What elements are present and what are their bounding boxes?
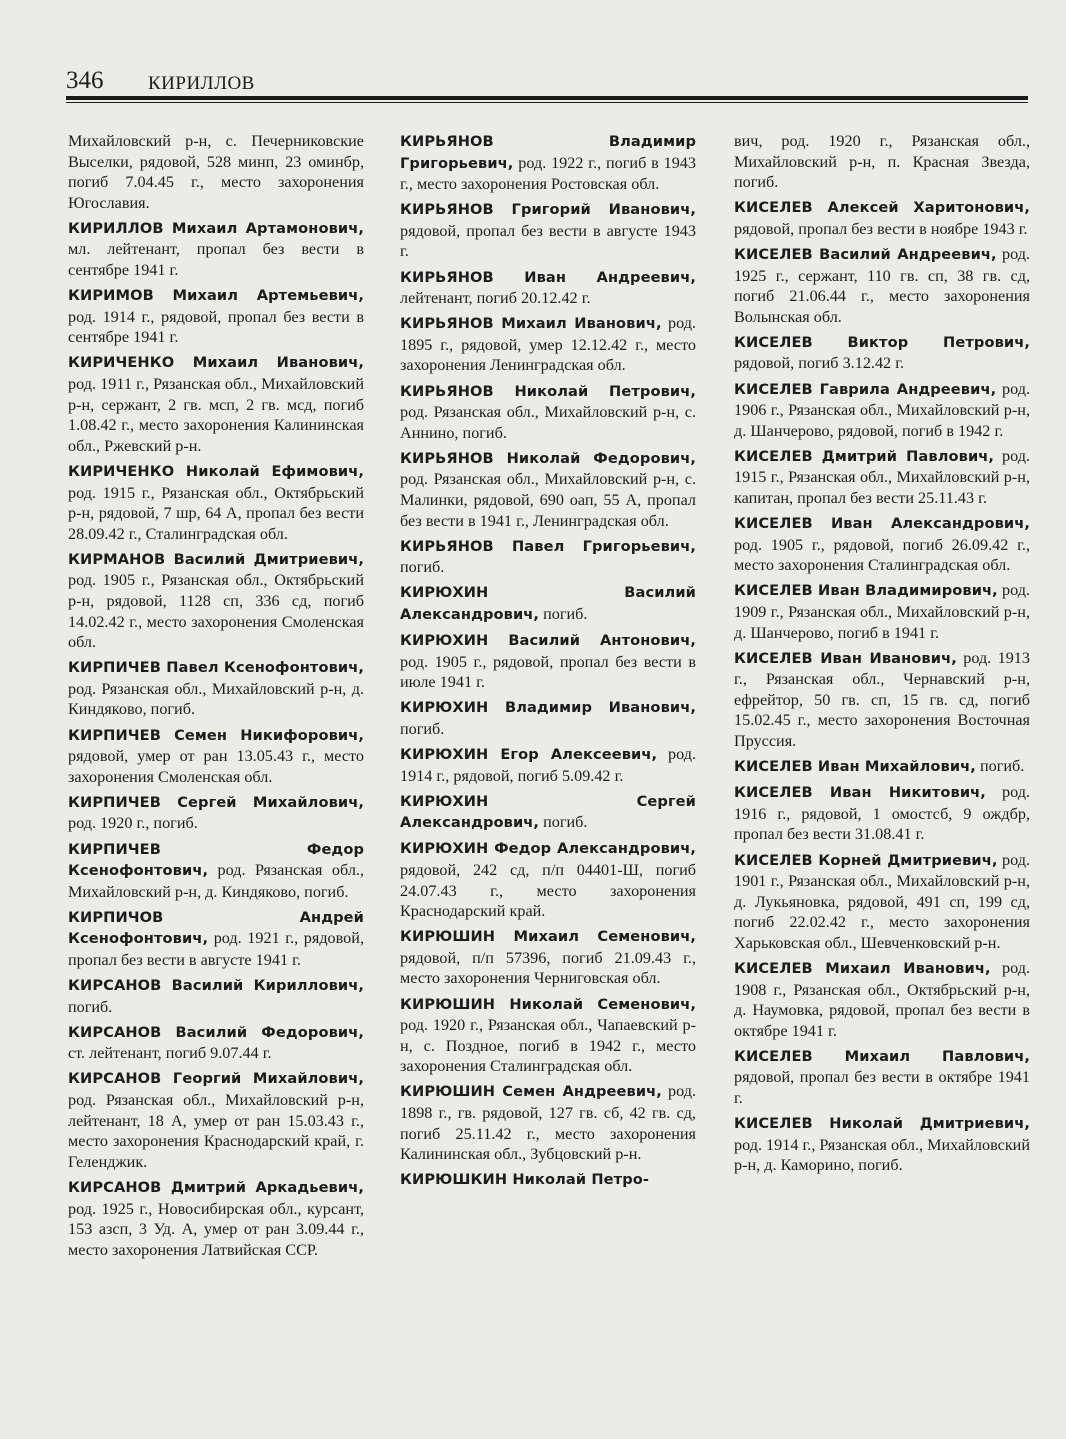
entry-text: род. 1922 г., погиб в 1943 г., место захоронения Ростовская обл. bbox=[400, 153, 696, 194]
entry-text: род. 1925 г., сержант, 110 гв. сп, 38 гв. сд, погиб 21.06.44 г., место захоронения Волынская обл. bbox=[734, 244, 1030, 326]
entry bbox=[400, 838, 696, 921]
entry-name: КИСЕЛЕВ Иван Александрович, bbox=[734, 515, 1030, 533]
page-number: 346 bbox=[66, 67, 104, 94]
entry-name: КИРПИЧЕВ Сергей Михайлович, bbox=[68, 793, 364, 811]
entry-name: КИРПИЧЕВ Павел Ксенофонтович, bbox=[68, 659, 364, 677]
entry-name: КИРЮХИН Егор Алексеевич, bbox=[400, 746, 658, 764]
entry-name: КИСЕЛЕВ Иван Михайлович, bbox=[734, 758, 976, 776]
entry bbox=[734, 850, 1030, 954]
entry-text: погиб. bbox=[975, 757, 1025, 776]
entry-name: КИРИЧЕНКО Николай Ефимович, bbox=[68, 462, 364, 480]
entry-text: погиб. bbox=[400, 558, 445, 577]
entry-text: рядовой, пропал без вести в октябре 1941 г. bbox=[734, 1068, 1030, 1108]
entry-name: КИРЮШИН Михаил Семенович, bbox=[400, 928, 696, 946]
entry bbox=[400, 582, 696, 625]
entry bbox=[400, 926, 696, 989]
entry bbox=[734, 648, 1030, 752]
entry-name: КИРИМОВ Михаил Артемьевич, bbox=[68, 287, 364, 305]
entry-text: мл. лейтенант, пропал без вести в сентябре 1941 г. bbox=[68, 240, 364, 280]
entry-text: род. Рязанская обл., Михайловский р-н, с. Аннино, погиб. bbox=[400, 403, 696, 442]
entry bbox=[68, 657, 364, 720]
entry-text: рядовой, умер от ран 13.05.43 г., место захоронения Смоленская обл. bbox=[68, 747, 364, 786]
text-column-2 bbox=[400, 131, 696, 1195]
entry-text: рядовой, п/п 57396, погиб 21.09.43 г., место захоронения Черниговская обл. bbox=[400, 948, 696, 988]
entry-text: рядовой, пропал без вести в ноябре 1943 г. bbox=[734, 219, 1028, 238]
entry bbox=[68, 461, 364, 544]
entry-text: вич, род. 1920 г., Рязанская обл., Михайловский р-н, п. Красная Звезда, погиб. bbox=[734, 132, 1030, 192]
entry bbox=[734, 513, 1030, 576]
entry-name: КИРИЧЕНКО Михаил Иванович, bbox=[68, 354, 364, 372]
entry bbox=[734, 244, 1030, 327]
entry-name: КИСЕЛЕВ Михаил Иванович, bbox=[734, 959, 991, 977]
entry-text: род. 1905 г., рядовой, пропал без вести в июле 1941 г. bbox=[400, 652, 696, 692]
entry-name: КИСЕЛЕВ Виктор Петрович, bbox=[734, 333, 1030, 351]
entry bbox=[734, 446, 1030, 509]
entry-name: КИРПИЧЕВ Федор Ксенофонтович, bbox=[68, 840, 364, 880]
entry bbox=[400, 994, 696, 1077]
entry bbox=[68, 1022, 364, 1064]
entry-text: род. Рязанская обл., Михайловский р-н, д. Киндяково, погиб. bbox=[68, 861, 364, 901]
entry-text: род. 1906 г., Рязанская обл., Михайловский р-н, д. Шанчерово, рядовой, погиб в 1942 г. bbox=[734, 379, 1030, 440]
entry-name: КИРЮХИН Василий Антонович, bbox=[400, 632, 696, 650]
entry bbox=[400, 1081, 696, 1164]
entry-name: КИРСАНОВ Василий Федорович, bbox=[68, 1023, 364, 1041]
header-rule-thin bbox=[66, 102, 1028, 103]
entry bbox=[400, 744, 696, 786]
entry-text: род. 1913 г., Рязанская обл., Чернавский р-н, ефрейтор, 50 гв. сп, 15 гв. сд, погиб 15.02.45 г., место захоронения Восточная Пруссия. bbox=[734, 648, 1030, 751]
entry-text: род. 1920 г., погиб. bbox=[68, 814, 198, 833]
entry-text: рядовой, 242 сд, п/п 04401-Ш, погиб 24.07.43 г., место захоронения Краснодарский край. bbox=[400, 861, 696, 921]
entry-text: род. 1916 г., рядовой, 1 омостсб, 9 ождбр, пропал без вести 31.08.41 г. bbox=[734, 783, 1030, 844]
entry-name: КИРСАНОВ Василий Кириллович, bbox=[68, 977, 364, 995]
entry-name: КИРПИЧЕВ Семен Никифорович, bbox=[68, 726, 364, 744]
entry-name: КИРЬЯНОВ Иван Андреевич, bbox=[400, 268, 696, 286]
entry-name: КИСЕЛЕВ Михаил Павлович, bbox=[734, 1047, 1030, 1065]
entry-text: род. 1920 г., Рязанская обл., Чапаевский р-н, с. Поздное, погиб в 1942 г., место захоронения Сталинградская обл. bbox=[400, 1016, 696, 1076]
entry-name: КИСЕЛЕВ Иван Иванович, bbox=[734, 649, 957, 667]
entry bbox=[68, 549, 364, 653]
entry-name: КИРИЛЛОВ Михаил Артамонович, bbox=[68, 219, 364, 237]
entry bbox=[734, 1046, 1030, 1109]
entry-text: род. 1915 г., Рязанская обл., Михайловский р-н, капитан, пропал без вести 25.11.43 г. bbox=[734, 446, 1030, 507]
entry-name: КИРЮХИН Василий Александрович, bbox=[400, 584, 696, 623]
entry bbox=[68, 218, 364, 281]
entry-name: КИРЬЯНОВ Николай Федорович, bbox=[400, 449, 696, 467]
entry bbox=[68, 839, 364, 903]
entry-name: КИРЮХИН Сергей Александрович, bbox=[400, 792, 696, 832]
entry-text: род. 1925 г., Новосибирская обл., курсант, 153 азсп, 3 Уд. А, умер от ран 3.09.44 г., место захоронения Латвийская ССР. bbox=[68, 1199, 364, 1259]
entry-text: род. 1914 г., рядовой, погиб 5.09.42 г. bbox=[400, 745, 696, 785]
entry-name: КИРЬЯНОВ Павел Григорьевич, bbox=[400, 537, 696, 555]
entry-name: КИРСАНОВ Дмитрий Аркадьевич, bbox=[68, 1178, 364, 1196]
entry bbox=[734, 580, 1030, 643]
header-rule-thick bbox=[66, 96, 1028, 100]
entry-text: рядовой, пропал без вести в августе 1943 г. bbox=[400, 221, 696, 261]
entry-name: КИРЮШКИН Николай Петро- bbox=[400, 1171, 650, 1189]
entry bbox=[734, 197, 1030, 239]
entry bbox=[734, 782, 1030, 845]
entry-text: род. 1914 г., Рязанская обл., Михайловский р-н, д. Каморино, погиб. bbox=[734, 1135, 1031, 1175]
entry-text: род. Рязанская обл., Михайловский р-н, лейтенант, 18 А, умер от ран 15.03.43 г., место захоронения Краснодарский край, г. Геленджик. bbox=[68, 1091, 364, 1171]
entry bbox=[400, 267, 696, 309]
entry-text: род. 1914 г., рядовой, пропал без вести в сентябре 1941 г. bbox=[68, 307, 364, 347]
entry bbox=[734, 332, 1030, 374]
entry-name: КИРСАНОВ Георгий Михайлович, bbox=[68, 1070, 364, 1088]
entry bbox=[68, 1068, 364, 1172]
entry bbox=[68, 352, 364, 456]
entry-text: погиб. bbox=[539, 604, 588, 623]
entry bbox=[400, 536, 696, 578]
entry-text: рядовой, погиб 3.12.42 г. bbox=[734, 354, 905, 373]
entry bbox=[68, 1177, 364, 1260]
entry-text: род. 1921 г., рядовой, пропал без вести в августе 1941 г. bbox=[68, 929, 364, 969]
entry bbox=[68, 285, 364, 348]
entry-text: Михайловский р-н, с. Печерниковские Выселки, рядовой, 528 минп, 23 оминбр, погиб 7.04.45 г., место захоронения Югославия. bbox=[68, 132, 364, 212]
entry-text: род. 1909 г., Рязанская обл., Михайловский р-н, д. Шанчерово, погиб в 1941 г. bbox=[734, 581, 1030, 642]
entry-text: род. 1915 г., Рязанская обл., Октябрьский р-н, рядовой, 7 шр, 64 А, пропал без вести 28.09.42 г., Сталинградская обл. bbox=[68, 483, 364, 543]
entry bbox=[68, 907, 364, 971]
entry-name: КИСЕЛЕВ Николай Дмитриевич, bbox=[734, 1115, 1030, 1133]
entry-name: КИРМАНОВ Василий Дмитриевич, bbox=[68, 550, 364, 568]
entry bbox=[68, 792, 364, 834]
entry-text: род. 1895 г., рядовой, умер 12.12.42 г., место захоронения Ленинградская обл. bbox=[400, 314, 696, 375]
entry bbox=[400, 131, 696, 195]
entry bbox=[400, 791, 696, 834]
entry-name: КИСЕЛЕВ Иван Владимирович, bbox=[734, 582, 998, 600]
entry-text: род. Рязанская обл., Михайловский р-н, д. Киндяково, погиб. bbox=[68, 679, 364, 719]
entry bbox=[400, 1169, 696, 1191]
entry-name: КИСЕЛЕВ Дмитрий Павлович, bbox=[734, 447, 995, 465]
entry bbox=[400, 630, 696, 693]
entry-text: род. 1908 г., Рязанская обл., Октябрьский р-н, д. Наумовка, рядовой, пропал без вести в октябре 1941 г. bbox=[734, 958, 1030, 1040]
running-head: КИРИЛЛОВ bbox=[148, 73, 255, 94]
entry bbox=[400, 448, 696, 531]
entry-name: КИСЕЛЕВ Василий Андреевич, bbox=[734, 245, 997, 263]
entry-name: КИРЮХИН Владимир Иванович, bbox=[400, 699, 696, 717]
entry-text: род. 1905 г., Рязанская обл., Октябрьский р-н, рядовой, 1128 сп, 336 сд, погиб 14.02.42 г., место захоронения Смоленская обл. bbox=[68, 571, 364, 652]
entry-text: род. 1911 г., Рязанская обл., Михайловский р-н, сержант, 2 гв. мсп, 2 гв. мсд, погиб 1.08.42 г., место захоронения Калининская обл., Ржевский р-н. bbox=[68, 375, 364, 455]
entry-text: лейтенант, погиб 20.12.42 г. bbox=[400, 289, 591, 308]
entry-name: КИРЮШИН Семен Андреевич, bbox=[400, 1083, 662, 1101]
entry-name: КИСЕЛЕВ Иван Никитович, bbox=[734, 784, 986, 802]
entry bbox=[400, 313, 696, 376]
entry-name: КИРЬЯНОВ Николай Петрович, bbox=[400, 382, 696, 400]
entry-name: КИРЮШИН Николай Семенович, bbox=[400, 995, 696, 1013]
entry-name: КИСЕЛЕВ Алексей Харитонович, bbox=[734, 199, 1030, 217]
entry bbox=[734, 756, 1030, 778]
entry-text: погиб. bbox=[68, 997, 113, 1016]
text-column-3 bbox=[734, 131, 1030, 1180]
entry bbox=[400, 697, 696, 739]
entry-name: КИРЬЯНОВ Михаил Иванович, bbox=[400, 315, 662, 333]
entry-text: погиб. bbox=[400, 719, 445, 738]
text-column-1 bbox=[68, 131, 364, 1265]
entry-text: род. 1905 г., рядовой, погиб 26.09.42 г., место захоронения Сталинградская обл. bbox=[734, 535, 1030, 575]
entry-text: род. 1898 г., гв. рядовой, 127 гв. сб, 42 гв. сд, погиб 25.11.42 г., место захоронения Калининская обл., Зубцовский р-н. bbox=[400, 1082, 696, 1164]
entry bbox=[68, 131, 364, 213]
entry bbox=[734, 379, 1030, 442]
entry-name: КИСЕЛЕВ Гаврила Андреевич, bbox=[734, 380, 997, 398]
entry bbox=[400, 199, 696, 262]
entry-name: КИРЮХИН Федор Александрович, bbox=[400, 840, 696, 858]
entry bbox=[734, 131, 1030, 193]
entry-name: КИСЕЛЕВ Корней Дмитриевич, bbox=[734, 851, 998, 869]
entry-text: род. Рязанская обл., Михайловский р-н, с. Малинки, рядовой, 690 оап, 55 А, пропал без вести в 1941 г., Ленинградская обл. bbox=[400, 470, 696, 530]
entry-text: ст. лейтенант, погиб 9.07.44 г. bbox=[68, 1044, 272, 1063]
entry-text: род. 1901 г., Рязанская обл., Михайловский р-н, д. Лукьяновка, рядовой, 491 сп, 199 сд, погиб 22.02.42 г., место захоронения Харьковская обл., Шевченковский р-н. bbox=[734, 850, 1030, 952]
entry bbox=[734, 1113, 1030, 1176]
entry-name: КИРЬЯНОВ Григорий Иванович, bbox=[400, 201, 696, 219]
entry bbox=[68, 975, 364, 1017]
entry-text: погиб. bbox=[539, 813, 588, 832]
page-header bbox=[66, 66, 1028, 100]
entry bbox=[68, 725, 364, 788]
entry-name: КИРПИЧОВ Андрей Ксенофонтович, bbox=[68, 908, 364, 948]
entry bbox=[734, 958, 1030, 1041]
entry-name: КИРЬЯНОВ Владимир Григорьевич, bbox=[400, 133, 696, 172]
entry bbox=[400, 381, 696, 444]
